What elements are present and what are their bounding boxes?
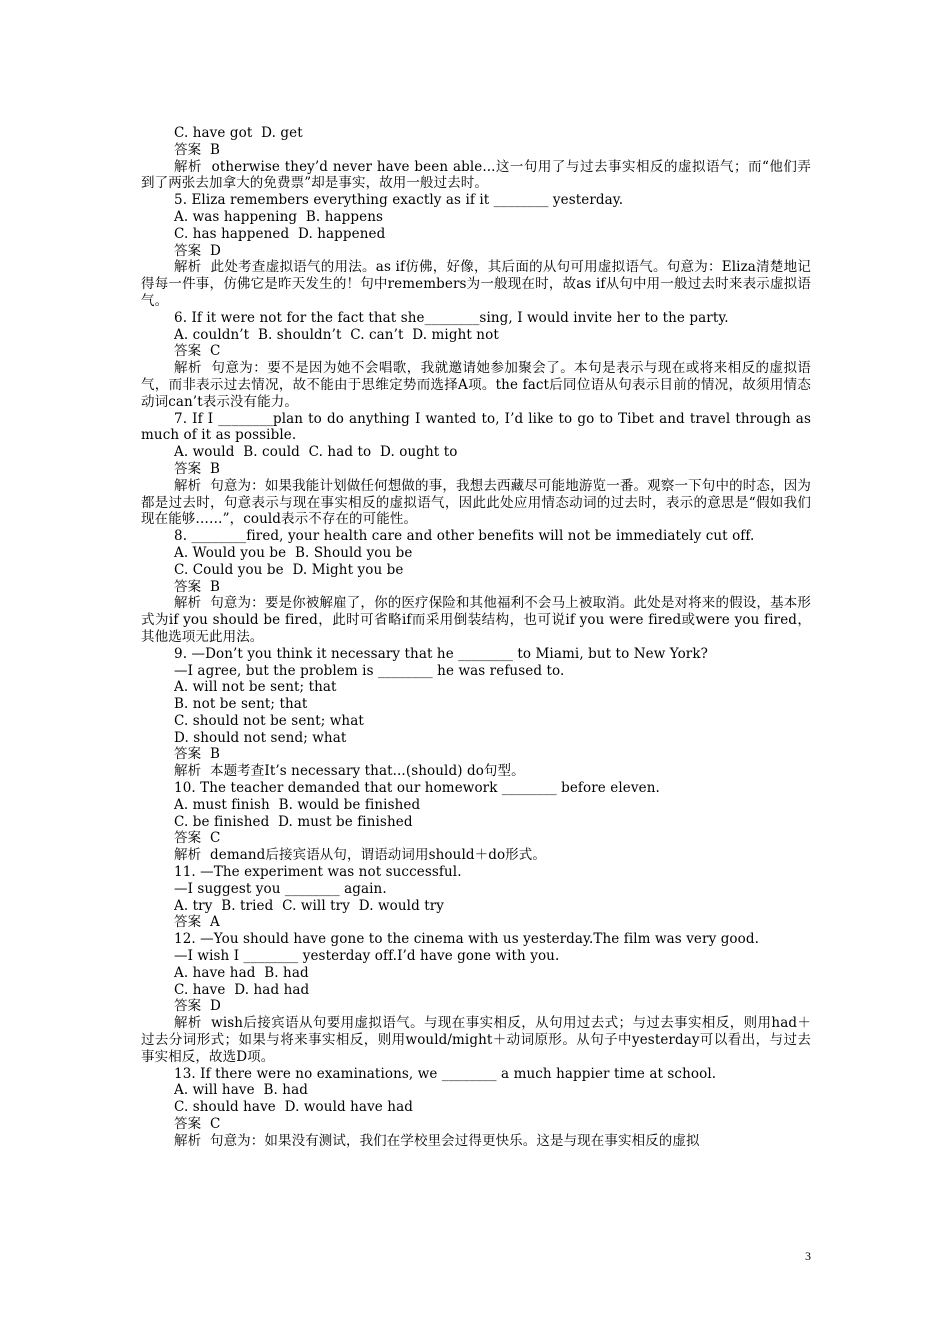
text-line: 解析 otherwise they’d never have been able...这一句用了与过去事实相反的虚拟语气；而“他们弄到了两张去加拿大的免费票”却是事实，故用一般过去时。 [141, 158, 811, 192]
text-line: 答案 D [174, 242, 221, 259]
text-line: 解析 句意为：要不是因为她不会唱歌，我就邀请她参加聚会了。本句是表示与现在或将来相反的虚拟语气，而非表示过去情况，故不能由于思维定势而选择A项。the fact后同位语从句表示目前的情况，故须用情态动词can’t表示没有能力。 [141, 360, 811, 410]
text-line: C. has happened D. happened [174, 225, 386, 242]
text-line: 11. —The experiment was not successful. [174, 864, 462, 881]
text-line: 答案 C [174, 343, 221, 360]
text-line: 答案 B [174, 746, 221, 763]
text-line: 解析 此处考查虚拟语气的用法。as if仿佛，好像，其后面的从句可用虚拟语气。句意为：Eliza清楚地记得每一件事，仿佛它是昨天发生的！句中remembers为一般现在时，故as if从句中用一般过去时来表示虚拟语气。 [141, 259, 811, 309]
text-line: 12. —You should have gone to the cinema with us yesterday.The film was very good. [174, 931, 760, 948]
text-line: 答案 B [174, 460, 221, 477]
text-line: —I suggest you ________ again. [174, 880, 387, 897]
text-line: B. not be sent; that [174, 696, 308, 713]
text-line: 9. —Don’t you think it necessary that he ________ to Miami, but to New York? [174, 645, 708, 662]
text-line: C. should not be sent; what [174, 712, 364, 729]
text-line: 答案 D [174, 998, 221, 1015]
text-line: 7. If I ________plan to do anything I wanted to, I’d like to go to Tibet and travel through as much of it as possible. [141, 410, 816, 444]
text-line: 答案 C [174, 1116, 221, 1133]
text-line: C. be finished D. must be finished [174, 813, 413, 830]
text-line: 答案 A [174, 914, 220, 931]
text-line: A. would B. could C. had to D. ought to [174, 444, 458, 461]
text-line: C. have got D. get [174, 125, 303, 141]
text-line: 10. The teacher demanded that our homework ________ before eleven. [174, 780, 660, 797]
text-line: A. will have B. had [174, 1082, 308, 1099]
text-line: D. should not send; what [174, 729, 347, 746]
page-number: 3 [805, 1249, 811, 1263]
text-line: A. couldn’t B. shouldn’t C. can’t D. might not [174, 326, 499, 343]
text-line: 解析 demand后接宾语从句，谓语动词用should＋do形式。 [174, 847, 546, 864]
text-line: A. have had B. had [174, 964, 309, 981]
text-line: 解析 wish后接宾语从句要用虚拟语气。与现在事实相反，从句用过去式；与过去事实相反，则用had＋过去分词形式；如果与将来事实相反，则用would/might＋动词原形。从句子中yesterday可以看出，与过去事实相反，故选D项。 [141, 1015, 811, 1065]
text-line: 13. If there were no examinations, we ________ a much happier time at school. [174, 1065, 717, 1082]
text-line: 答案 C [174, 830, 221, 847]
text-line: 6. If it were not for the fact that she________sing, I would invite her to the party. [174, 309, 729, 326]
text-line: —I wish I ________ yesterday off.I’d have gone with you. [174, 948, 560, 965]
text-line: A. Would you be B. Should you be [174, 544, 413, 561]
text-line: 解析 本题考查It’s necessary that...(should) do句型。 [174, 763, 525, 780]
text-line: C. have D. had had [174, 981, 310, 998]
text-line: A. was happening B. happens [174, 208, 384, 225]
page-content [141, 125, 816, 1150]
text-line: 解析 句意为：如果没有测试，我们在学校里会过得更快乐。这是与现在事实相反的虚拟 [174, 1132, 700, 1149]
text-line: —I agree, but the problem is ________ he was refused to. [174, 662, 565, 679]
text-line: 8. ________fired, your health care and other benefits will not be immediately cut off. [174, 528, 755, 545]
text-line: 解析 句意为：要是你被解雇了，你的医疗保险和其他福利不会马上被取消。此处是对将来的假设，基本形式为if you should be fired，此时可省略if而采用倒装结构，也可说if you were fired或were you fired，其他选项无此用法。 [141, 595, 811, 645]
text-line: C. Could you be D. Might you be [174, 561, 404, 578]
text-line: A. will not be sent; that [174, 679, 337, 696]
text-line: 5. Eliza remembers everything exactly as if it ________ yesterday. [174, 192, 624, 209]
text-line: A. try B. tried C. will try D. would try [174, 897, 445, 914]
text-line: C. should have D. would have had [174, 1099, 413, 1116]
text-line: 答案 B [174, 141, 221, 158]
text-line: A. must finish B. would be finished [174, 796, 421, 813]
text-line: 答案 B [174, 578, 221, 595]
text-line: 解析 句意为：如果我能计划做任何想做的事，我想去西藏尽可能地游览一番。观察一下句中的时态，因为都是过去时，句意表示与现在事实相反的虚拟语气，因此此处应用情态动词的过去时，表示的意思是“假如我们现在能够……”，could表示不存在的可能性。 [141, 477, 811, 528]
